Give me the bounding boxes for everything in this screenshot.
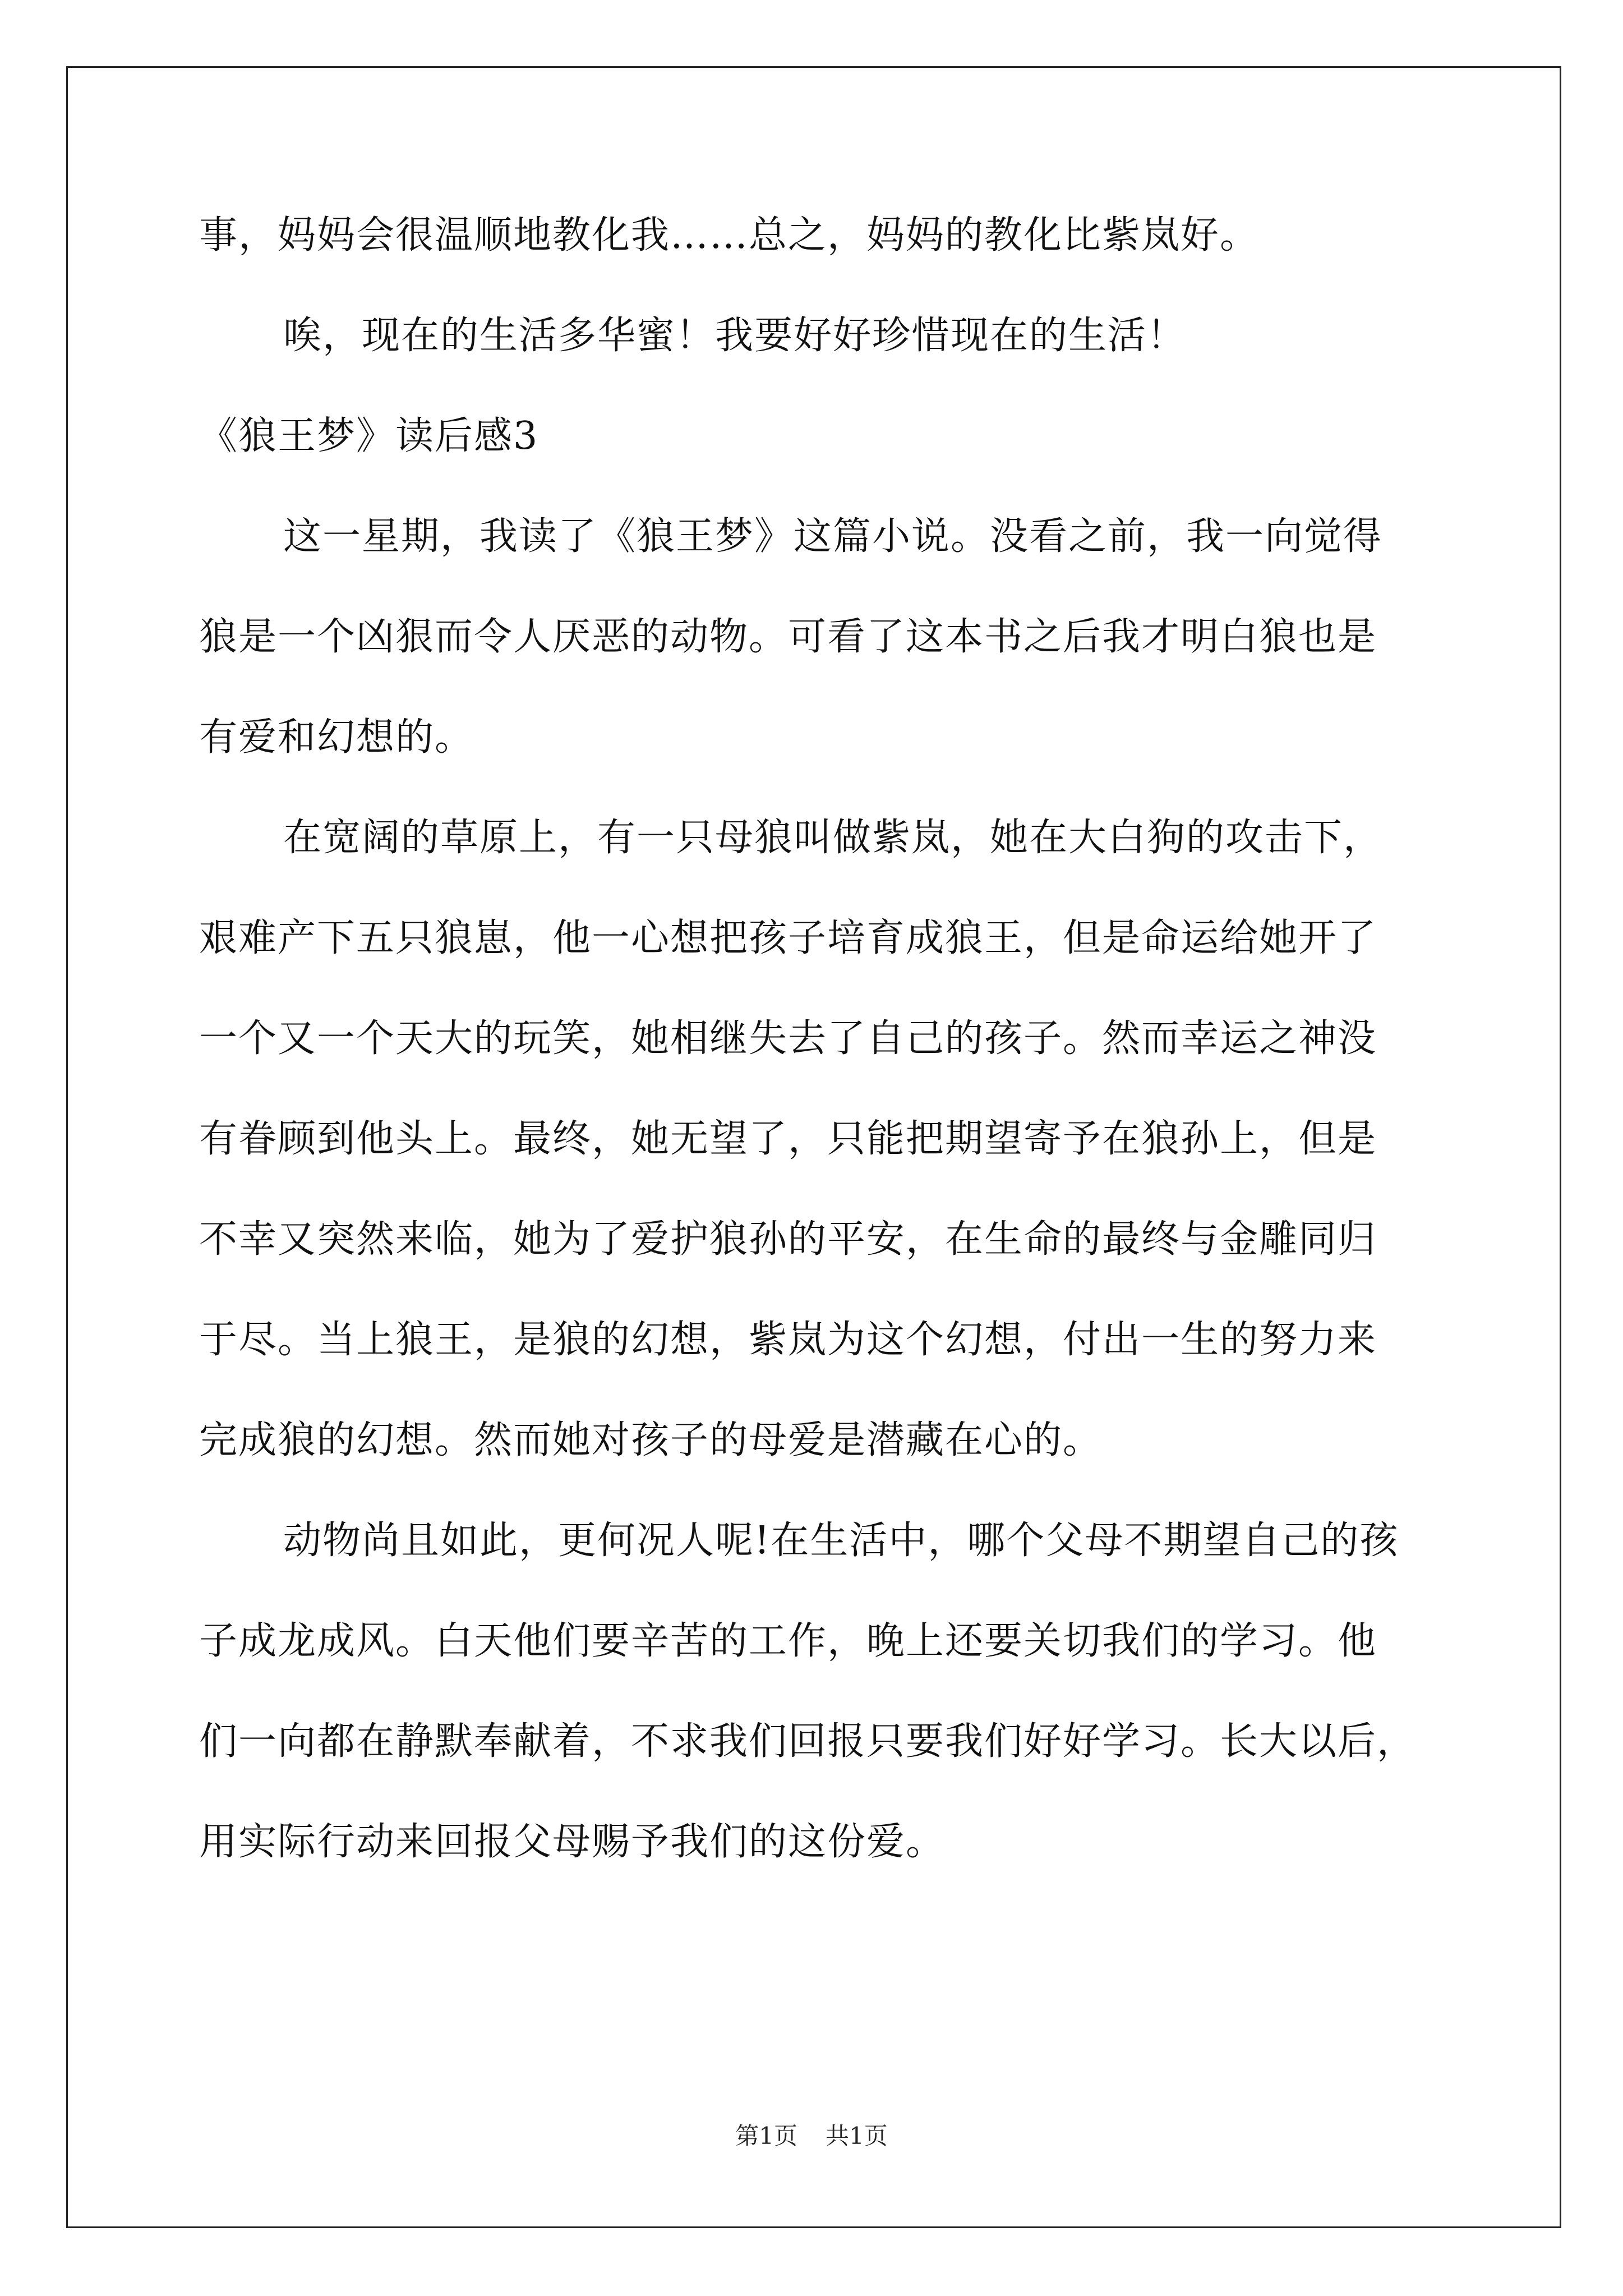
paragraph-line: 完成狼的幻想。然而她对孩子的母爱是潜藏在心的。 [199,1418,1103,1462]
paragraph-line: 事，妈妈会很温顺地教化我……总之，妈妈的教化比紫岚好。 [199,213,1260,257]
page-total: 共1页 [826,2122,888,2150]
paragraph-line: 有眷顾到他头上。最终，她无望了，只能把期望寄予在狼孙上，但是 [199,1117,1377,1161]
document-body [199,208,1450,1915]
paragraph-line: 子成龙成风。白天他们要辛苦的工作，晚上还要关切我们的学习。他 [199,1619,1377,1663]
page-number: 第1页 [735,2122,797,2150]
paragraph-line: 唉，现在的生活多华蜜！我要好好珍惜现在的生活！ [283,314,1187,358]
paragraph-line: 于尽。当上狼王，是狼的幻想，紫岚为这个幻想，付出一生的努力来 [199,1318,1377,1362]
paragraph-line: 们一向都在静默奉献着，不求我们回报只要我们好好学习。长大以后， [199,1719,1417,1764]
paragraph-line: 不幸又突然来临，她为了爱护狼孙的平安，在生命的最终与金雕同归 [199,1217,1377,1262]
paragraph-line: 这一星期，我读了《狼王梦》这篇小说。没看之前，我一向觉得 [283,514,1383,559]
paragraph-line: 一个又一个天大的玩笑，她相继失去了自己的孩子。然而幸运之神没 [199,1016,1377,1061]
paragraph-line: 艰难产下五只狼崽，他一心想把孩子培育成狼王，但是命运给她开了 [199,916,1377,960]
paragraph-line: 在宽阔的草原上，有一只母狼叫做紫岚，她在大白狗的攻击下， [283,816,1383,860]
paragraph-line: 有爱和幻想的。 [199,715,474,760]
section-heading: 《狼王梦》读后感3 [199,414,539,458]
page-footer [0,2119,1623,2153]
paragraph-line: 狼是一个凶狠而令人厌恶的动物。可看了这本书之后我才明白狼也是 [199,615,1377,659]
paragraph-line: 动物尚且如此，更何况人呢!在生活中，哪个父母不期望自己的孩 [283,1519,1399,1563]
paragraph-line: 用实际行动来回报父母赐予我们的这份爱。 [199,1820,946,1864]
